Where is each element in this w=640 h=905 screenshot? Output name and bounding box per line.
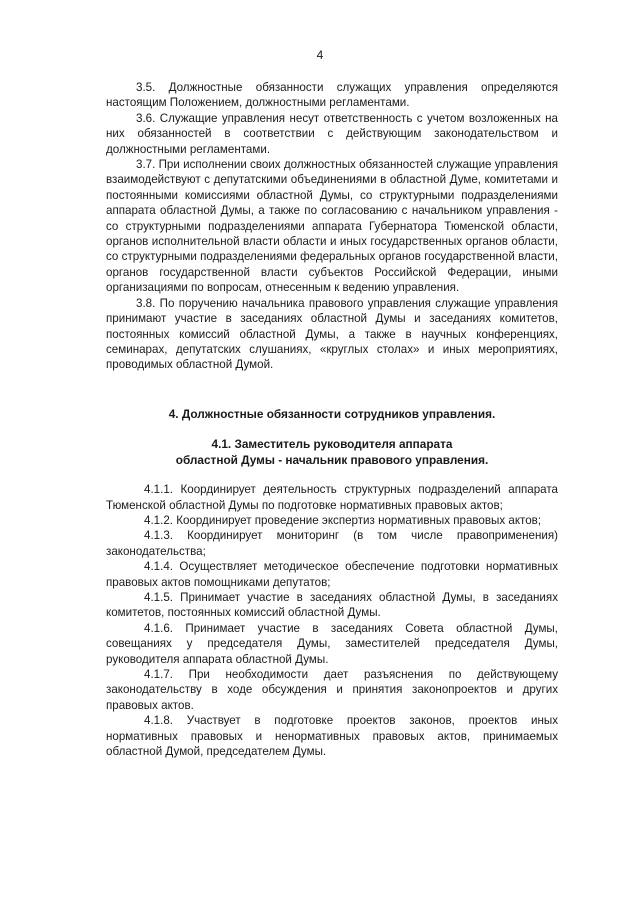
paragraph-4-1-7: 4.1.7. При необходимости дает разъяснения по действующему законодательству в ходе обсуждения и принятия законопроектов и других правовых актов.: [106, 668, 558, 712]
paragraph-3-6: 3.6. Служащие управления несут ответственность с учетом возложенных на них обязанностей в соответствии с действующим законодательством и должностными регламентами.: [106, 111, 558, 156]
paragraph-3-5: 3.5. Должностные обязанности служащих управления определяются настоящим Положением, должностными регламентами.: [106, 81, 558, 110]
paragraph-4-1-6: 4.1.6. Принимает участие в заседаниях Совета областной Думы, совещаниях у председателя Думы, заместителей председателя Думы, руководителя аппарата областной Думы.: [106, 621, 558, 666]
paragraph-4-1-1: 4.1.1. Координирует деятельность структурных подразделений аппарата Тюменской областной Думы по подготовке нормативных правовых актов;: [106, 483, 558, 512]
paragraph-3-7: 3.7. При исполнении своих должностных обязанностей служащие управления взаимодействуют с депутатскими объединениями в областной Думе, комитетами и постоянными комиссиями областной Думы, со структурными подразделениями аппарата областной Думы, а также по согласованию с начальником управления - со структурными подразделениями аппарата Губернатора Тюменской области, органов исполнительной власти области и иных государственных органов области, со структурными подразделениями федеральных органов государственной власти, органов государственной власти субъектов Российской Федерации, иными организациями по вопросам, отнесенным к ведению управления.: [106, 158, 558, 295]
document-body: [106, 80, 558, 759]
page-number: 4: [316, 48, 324, 62]
subsection-heading-line1: 4.1. Заместитель руководителя аппарата: [211, 437, 453, 452]
subsection-heading-line2: областной Думы - начальник правового управления.: [175, 453, 489, 468]
paragraph-3-8: 3.8. По поручению начальника правового управления служащие управления принимают участие в заседаниях областной Думы и заседаниях комитетов, постоянных комиссий областной Думы, а также в научных конференциях, семинарах, депутатских слушаниях, «круглых столах» и иных мероприятиях, проводимых областной Думой.: [106, 296, 558, 372]
paragraph-4-1-3: 4.1.3. Координирует мониторинг (в том числе правоприменения) законодательства;: [106, 529, 558, 558]
subsection-heading: [106, 436, 558, 468]
paragraph-4-1-5: 4.1.5. Принимает участие в заседаниях областной Думы, в заседаниях комитетов, постоянных комиссий областной Думы.: [106, 590, 558, 620]
paragraph-4-1-2: 4.1.2. Координирует проведение экспертиз нормативных правовых актов;: [144, 513, 542, 527]
section-heading: 4. Должностные обязанности сотрудников управления.: [168, 406, 496, 421]
paragraph-4-1-4: 4.1.4. Осуществляет методическое обеспечение подготовки нормативных правовых актов помощниками депутатов;: [106, 560, 558, 589]
paragraph-4-1-8: 4.1.8. Участвует в подготовке проектов законов, проектов иных нормативных правовых и ненормативных правовых актов, принимаемых областной Думой, председателем Думы.: [106, 714, 558, 759]
